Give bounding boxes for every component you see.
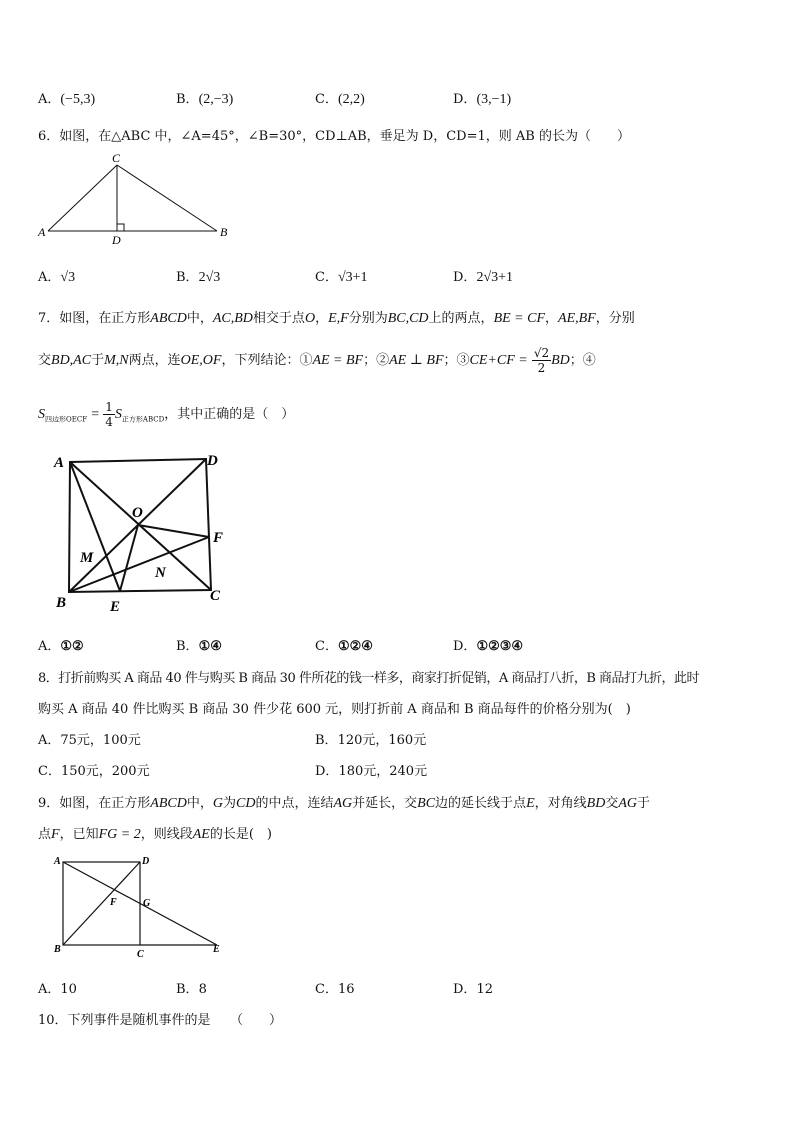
q7-label-o: O [132, 505, 143, 521]
q5-option-c: C．(2,2) [315, 92, 365, 107]
q9-label-f: F [110, 897, 117, 908]
q9-option-c: C．16 [315, 982, 355, 997]
q7-option-b: B．①④ [176, 639, 222, 654]
q8-stem-line2: 购买 A 商品 40 件比购买 B 商品 30 件少花 600 元，则打折前 A 商品和 B 商品每件的价格分别为( ) [38, 702, 631, 717]
q7-option-a: A．①② [38, 639, 84, 654]
q8-option-a: A．75元，100元 [38, 733, 141, 748]
q6-option-d: D．2√3+1 [453, 270, 514, 285]
q5-option-b: B．(2,−3) [176, 92, 234, 107]
q9-label-a: A [54, 856, 61, 867]
q9-square-figure [50, 853, 230, 963]
q9-label-d: D [142, 856, 150, 867]
q7-label-e: E [110, 599, 121, 615]
q8-option-b: B．120元，160元 [315, 733, 427, 748]
q9-option-d: D．12 [453, 982, 493, 997]
q7-label-m: M [80, 550, 94, 566]
q7-stem-line1: 7．如图，在正方形ABCD中，AC,BD相交于点O，E,F分别为BC,CD上的两点，BE = CF，AE,BF，分别 [38, 311, 635, 326]
q7-label-f: F [213, 530, 224, 546]
q7-fraction-one-quarter: $\frac{1}{4}$ [105, 400, 113, 429]
q7-label-a: A [54, 455, 65, 471]
q7-label-n: N [155, 565, 166, 581]
q9-option-b: B．8 [176, 982, 207, 997]
q6-label-d: D [112, 233, 121, 247]
q6-label-a: A [38, 225, 46, 239]
q7-stem-line2: 交BD,AC于M,N两点，连OE,OF，下列结论：①AE = BF；②AE ⊥ BF；③CE+CF = $\frac{√2}{2}$ BD；④ [38, 346, 596, 375]
q9-option-a: A．10 [38, 982, 77, 997]
q6-option-c: C．√3+1 [315, 270, 368, 285]
q7-stem-line3: $S_{四边形OECF}$ = $\frac{1}{4}$ $S_{正方形ABCD}$，其中正确的是（ ） [38, 400, 295, 429]
q9-label-b: B [54, 944, 61, 955]
q6-option-b: B．2√3 [176, 270, 221, 285]
q5-option-d: D．(3,−1) [453, 92, 512, 107]
q9-stem-line1: 9．如图，在正方形ABCD中，G为CD的中点，连结AG并延长，交BC边的延长线于点E，对角线BD交AG于 [38, 796, 651, 811]
q7-fraction-sqrt2-over-2: $\frac{√2}{2}$ [533, 346, 550, 375]
q7-square-figure [40, 445, 240, 620]
q5-option-a: A．(−5,3) [38, 92, 96, 107]
q6-label-c: C [112, 151, 121, 165]
q6-stem: 6．如图，在△ABC 中，∠A=45°，∠B=30°，CD⊥AB，垂足为 D，CD=1，则 AB 的长为（ ） [38, 129, 630, 144]
q9-label-g: G [143, 898, 151, 909]
q7-option-c: C．①②④ [315, 639, 373, 654]
q6-label-b: B [220, 225, 228, 239]
q8-option-d: D．180元，240元 [315, 764, 428, 779]
q7-label-d: D [207, 453, 218, 469]
q10-stem: 10．下列事件是随机事件的是 （ ） [38, 1013, 283, 1028]
q6-option-a: A．√3 [38, 270, 76, 285]
q7-option-d: D．①②③④ [453, 639, 524, 654]
q8-option-c: C．150元，200元 [38, 764, 150, 779]
q7-label-c: C [210, 588, 221, 604]
q7-label-b: B [56, 595, 67, 611]
q9-label-c: C [137, 949, 144, 960]
q9-stem-line2: 点F，已知FG = 2，则线段AE的长是( ) [38, 827, 272, 842]
q6-triangle-figure [36, 150, 236, 250]
q9-label-e: E [213, 944, 220, 955]
q8-stem-line1: 8．打折前购买 A 商品 40 件与购买 B 商品 30 件所花的钱一样多，商家打折促销，A 商品打八折，B 商品打九折，此时 [38, 671, 700, 686]
